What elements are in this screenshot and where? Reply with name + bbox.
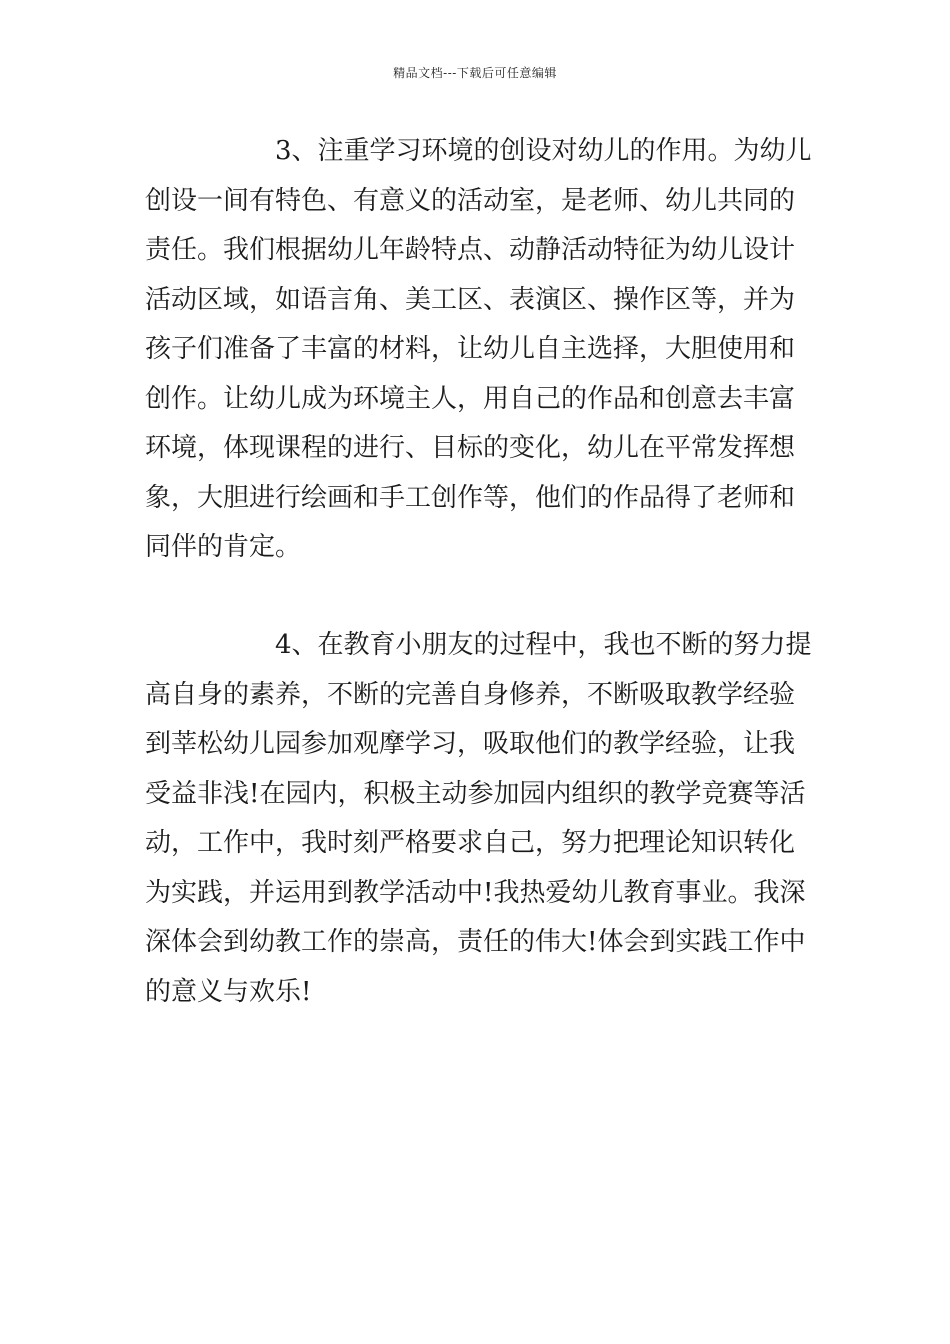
paragraph-line: 到莘松幼儿园参加观摩学习，吸取他们的教学经验，让我 <box>145 729 796 759</box>
paragraph-line: 责任。我们根据幼儿年龄特点、动静活动特征为幼儿设计 <box>145 235 796 265</box>
paragraph-line: 创作。让幼儿成为环境主人，用自己的作品和创意去丰富 <box>145 383 796 414</box>
paragraph-4 <box>145 621 810 1017</box>
paragraph-line: 象，大胆进行绘画和手工创作等，他们的作品得了老师和 <box>145 482 796 513</box>
paragraph-line: 同伴的肯定。 <box>145 532 302 562</box>
paragraph-line: 动，工作中，我时刻严格要求自己，努力把理论知识转化 <box>145 828 796 858</box>
paragraph-line: 的意义与欢乐! <box>145 976 312 1007</box>
paragraph-line: 创设一间有特色、有意义的活动室，是老师、幼儿共同的 <box>145 185 796 216</box>
paragraph-line: 孩子们准备了丰富的材料，让幼儿自主选择，大胆使用和 <box>145 334 796 364</box>
paragraph-line: 活动区域，如语言角、美工区、表演区、操作区等，并为 <box>145 284 796 315</box>
paragraph-line: 环境，体现课程的进行、目标的变化，幼儿在平常发挥想 <box>145 433 796 463</box>
paragraph-line: 高自身的素养，不断的完善自身修养，不断吸取教学经验 <box>145 679 796 710</box>
paragraph-line: 3、注重学习环境的创设对幼儿的作用。为幼儿 <box>275 136 812 166</box>
page-header: 精品文档---下载后可任意编辑 <box>393 66 557 80</box>
paragraph-line: 受益非浅!在园内，积极主动参加园内组织的教学竞赛等活 <box>145 778 806 809</box>
paragraph-line: 4、在教育小朋友的过程中，我也不断的努力提 <box>275 630 812 660</box>
paragraph-line: 为实践，并运用到教学活动中!我热爱幼儿教育事业。我深 <box>145 877 806 908</box>
paragraph-line: 深体会到幼教工作的崇高，责任的伟大!体会到实践工作中 <box>145 927 806 957</box>
paragraph-3 <box>145 127 810 573</box>
